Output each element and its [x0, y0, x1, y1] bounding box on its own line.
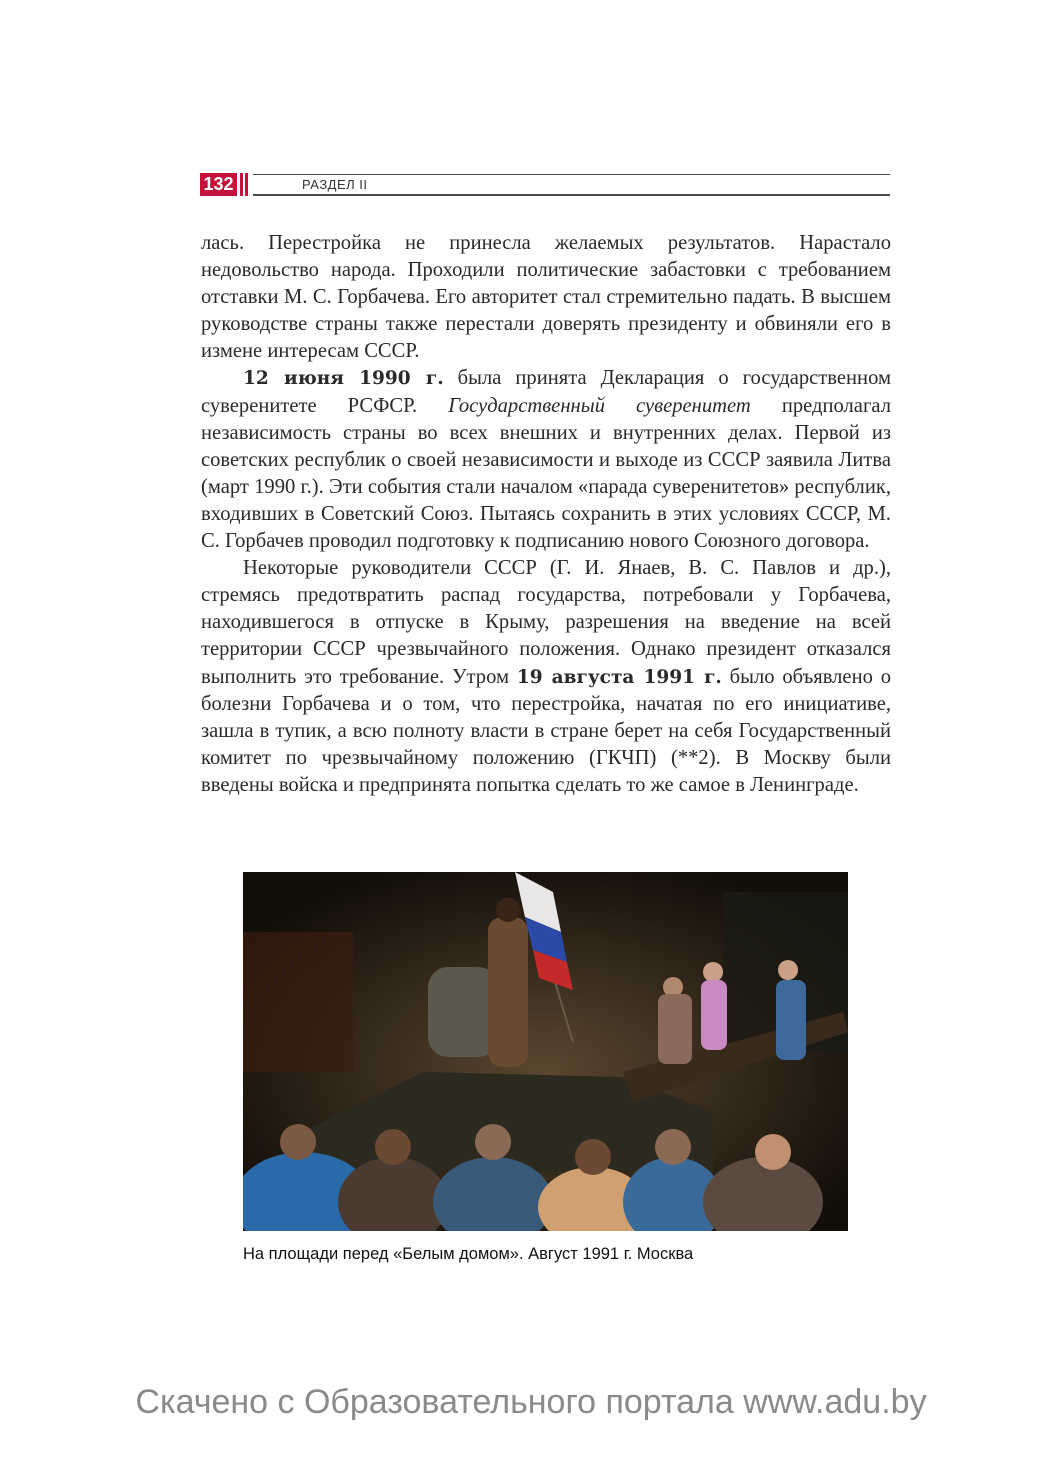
photo-illustration [243, 872, 848, 1231]
text-run: предполагал независимость страны во всех внешних и внутренних делах. Первой из советских республик о своей независимости и выходе из СССР заявила Литва (март 1990 г.). Эти события стали началом «парада суверенитетов» республик, входивших в Советский Союз. Пытаясь сохранить в этих условиях СССР, М. С. Горбачев проводил подготовку к подписанию нового Союзного договора. [201, 394, 891, 553]
term-highlight: Государственный суверенитет [448, 394, 751, 417]
paragraph [201, 365, 891, 555]
text-run: Некоторые руководители СССР (Г. И. Янаев, В. С. Павлов и др.), стремясь предотвратить распад государства, потребовали у Горбачева, находившегося в отпуске в Крыму, разрешения на введение на всей территории СССР чрезвычайного положения. Однако президент отказался выполнить это требование. Утром [201, 557, 891, 688]
photo-caption: На площади перед «Белым домом». Август 1991 г. Москва [243, 1245, 694, 1263]
paragraph: лась. Перестройка не принесла желаемых результатов. Нарастало недовольство народа. Проходили политические забастовки с требованием отставки М. С. Горбачева. Его авторитет стал стремительно падать. В высшем руководстве страны также перестали доверять президенту и обвиняли его в измене интересам СССР. [201, 232, 891, 363]
paragraph [201, 555, 891, 799]
date-highlight: 19 августа 1991 г. [516, 666, 722, 688]
text-run: была принята Декларация о государственном суверенитете РСФСР. [201, 367, 892, 417]
photo [243, 872, 848, 1231]
header-accent-bar [240, 173, 243, 196]
header-rule [253, 194, 890, 196]
text-run: было объявлено о болезни Горбачева и о том, что перестройка, начатая по его инициативе, зашла в тупик, а всю полноту власти в стране берет на себя Государственный комитет по чрезвычайному положению (ГКЧП) (**2). В Москву были введены войска и предпринята попытка сделать то же самое в Ленинграде. [201, 665, 891, 796]
body-text [201, 230, 891, 799]
header-rule [253, 174, 890, 175]
page-header [200, 173, 890, 197]
page-number: 132 [200, 173, 237, 196]
section-label: РАЗДЕЛ II [302, 177, 368, 192]
header-accent-bar [245, 173, 248, 196]
watermark: Скачено с Образовательного портала www.adu.by [135, 1383, 927, 1421]
date-highlight: 12 июня 1990 г. [243, 368, 444, 390]
